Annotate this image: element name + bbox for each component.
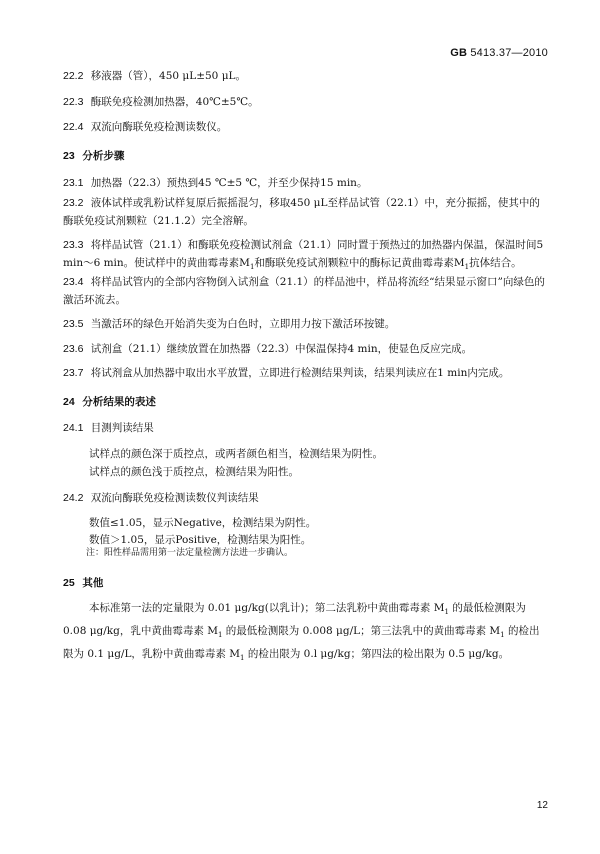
reader-result-negative: 数值≤1.05，显示Negative，检测结果为阴性。 [89, 517, 317, 529]
subscript: 1 [500, 631, 505, 640]
subscript: 1 [464, 263, 470, 272]
item-text-c: 抗体结合。 [469, 257, 522, 269]
visual-result-positive: 试样点的颜色浅于质控点，检测结果为阳性。 [89, 466, 299, 478]
item-22-4 [63, 118, 548, 136]
item-24-2 [63, 489, 548, 507]
item-23-7 [63, 364, 548, 382]
item-number: 24.2 [63, 492, 84, 504]
item-text: 当激活环的绿色开始消失变为白色时，立即用力按下激活环按键。 [90, 318, 396, 330]
item-number: 23.7 [63, 367, 84, 379]
item-text: 将试剂盒从加热器中取出水平放置，立即进行检测结果判读，结果判读应在1 min内完成。 [90, 367, 510, 379]
item-number: 22.2 [63, 70, 84, 82]
item-24-1 [63, 419, 548, 437]
item-23-5 [63, 315, 548, 333]
item-text: 酶联免疫检测加热器，40℃±5℃。 [90, 96, 259, 108]
item-text-a: 将样品试管（21.1）和酶联免疫检测试剂盒（21.1）同时置于预热过的加热器内保温，保温时间5 min～6 min。使试样中的黄曲霉毒素M [63, 239, 544, 269]
note: 注：阳性样品需用第一法定量检测方法进一步确认。 [86, 548, 294, 558]
para-part: 的最低检测限为 0.008 μg/L；第三法乳中的黄曲霉毒素 M [222, 625, 501, 638]
item-number: 23.3 [63, 239, 84, 251]
item-number: 24.1 [63, 422, 84, 434]
item-23-3 [63, 236, 548, 276]
item-number: 22.3 [63, 96, 84, 108]
section-number: 25 [63, 577, 75, 589]
section-23-heading [63, 147, 548, 165]
item-23-1 [63, 174, 548, 192]
item-number: 23.1 [63, 177, 84, 189]
item-text: 双流向酶联免疫检测读数仪。 [90, 121, 228, 133]
item-text: 加热器（22.3）预热到45 ℃±5 ℃，并至少保持15 min。 [90, 177, 368, 189]
section-number: 23 [63, 150, 75, 162]
section-24-heading [63, 393, 548, 411]
item-number: 23.2 [63, 197, 84, 209]
subscript: 1 [217, 631, 223, 640]
section-title: 其他 [82, 577, 104, 589]
standard-prefix: GB [450, 47, 468, 59]
item-22-2 [63, 67, 548, 85]
para-part: 本标准第一法的定量限为 0.01 μg/kg(以乳计)；第二法乳粉中黄曲霉毒素 M [89, 602, 445, 614]
section-number: 24 [63, 396, 75, 408]
item-text-b: 和酶联免疫试剂颗粒中的酶标记黄曲霉毒素M [254, 257, 465, 269]
para-part: 的检出限为 0.1 μg/L，乳粉中黄曲霉毒素 M [63, 625, 540, 661]
item-text: 移液器（管），450 μL±50 μL。 [90, 70, 246, 82]
para-part: 的最低检测限为 0.08 μg/kg，乳中黄曲霉毒素 M [63, 602, 526, 638]
section-title: 分析结果的表述 [82, 396, 156, 408]
item-text: 双流向酶联免疫检测读数仪判读结果 [90, 492, 259, 504]
item-23-4 [63, 273, 548, 309]
item-23-6 [63, 340, 548, 358]
item-number: 23.5 [63, 318, 84, 330]
section-25-paragraph [63, 599, 548, 668]
item-text: 液体试样或乳粉试样复原后振摇混匀，移取450 μL至样品试管（22.1）中，充分振摇，使其中的酶联免疫试剂颗粒（21.1.2）完全溶解。 [63, 197, 540, 227]
item-text: 目测判读结果 [90, 422, 154, 434]
item-number: 23.6 [63, 343, 84, 355]
section-25-heading [63, 574, 548, 592]
standard-number: 5413.37—2010 [470, 47, 548, 59]
section-title: 分析步骤 [82, 150, 125, 162]
item-text: 试剂盒（21.1）继续放置在加热器（22.3）中保温保持4 min，使显色反应完成。 [90, 343, 473, 355]
subscript: 1 [249, 263, 255, 272]
item-22-3 [63, 93, 548, 111]
page-number: 12 [536, 800, 548, 811]
visual-result-negative: 试样点的颜色深于质控点，或两者颜色相当，检测结果为阴性。 [89, 448, 383, 460]
standard-number-header [450, 47, 548, 59]
para-part: 的检出限为 0.l μg/kg；第四法的检出限为 0.5 μg/kg。 [244, 648, 510, 661]
item-number: 23.4 [63, 276, 84, 288]
item-text: 将样品试管内的全部内容物倒入试剂盒（21.1）的样品池中，样品将流经“结果显示窗口”向绿色的激活环流去。 [63, 276, 545, 306]
subscript: 1 [240, 654, 245, 663]
subscript: 1 [444, 608, 449, 617]
item-23-2 [63, 194, 548, 230]
item-number: 22.4 [63, 121, 84, 133]
reader-result-positive: 数值＞1.05，显示Positive，检测结果为阳性。 [89, 534, 312, 546]
